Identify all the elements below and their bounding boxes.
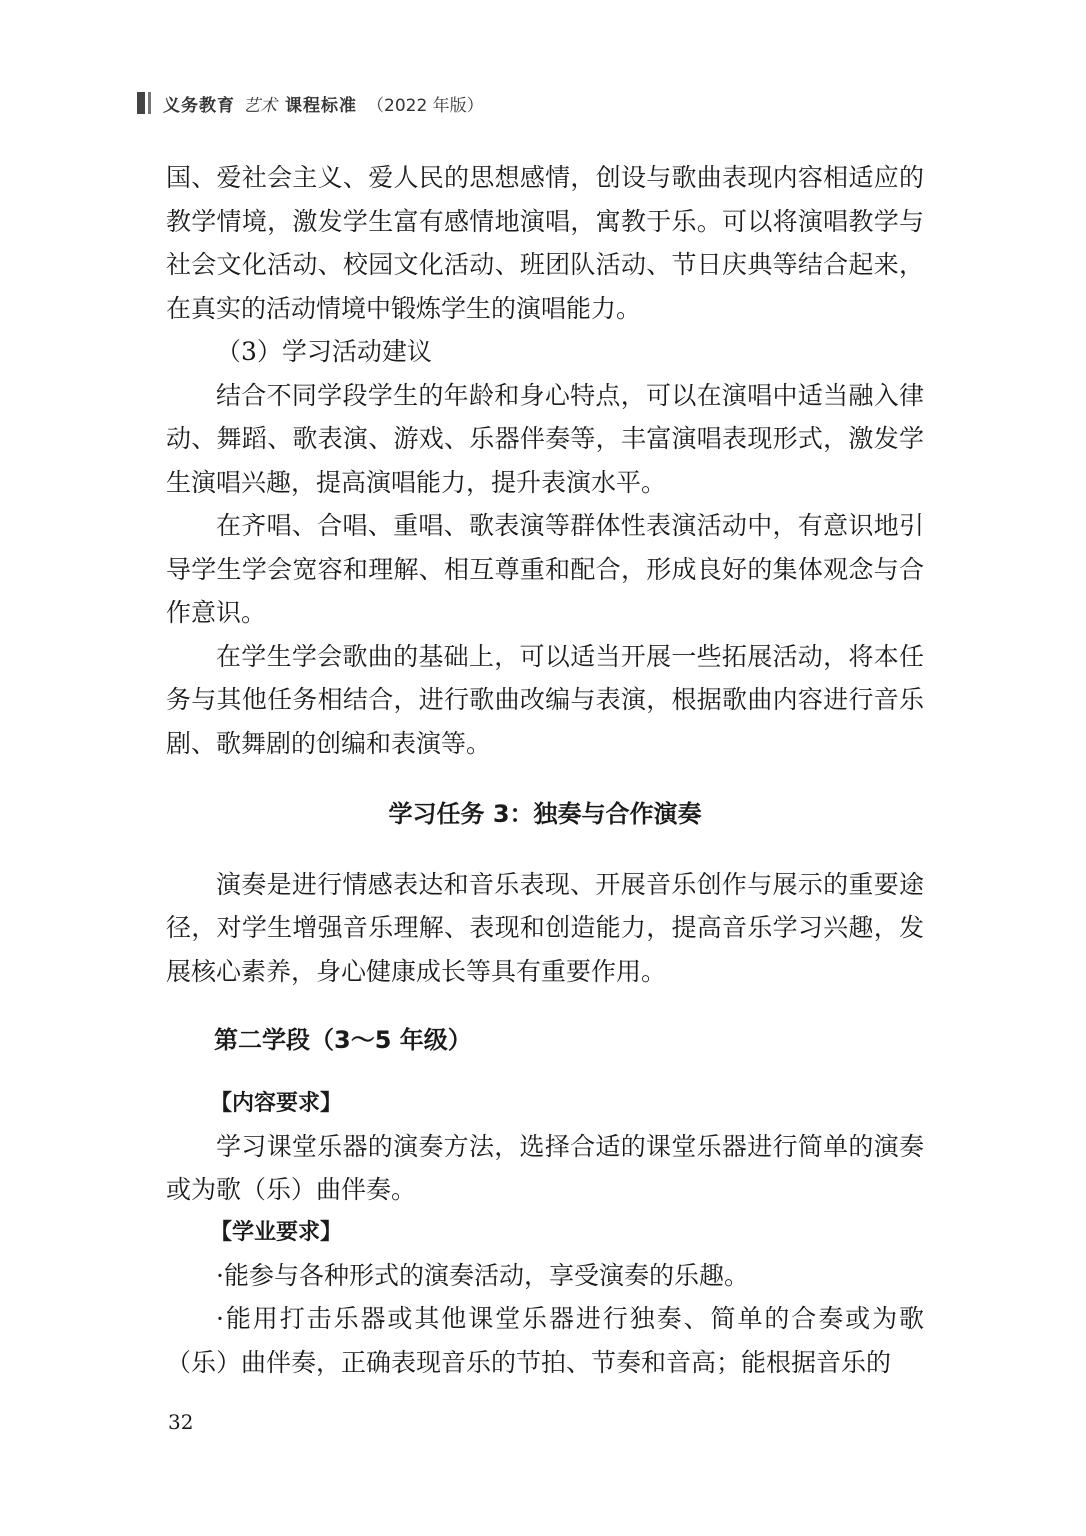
academic-requirements-label: 【学业要求】 (210, 1219, 343, 1245)
page-body (166, 156, 924, 1384)
paragraph: 在学生学会歌曲的基础上，可以适当开展一些拓展活动，将本任务与其他任务相结合，进行歌曲改编与表演，根据歌曲内容进行音乐剧、歌舞剧的创编和表演等。 (166, 641, 924, 758)
academic-requirement-item: ·能用打击乐器或其他课堂乐器进行独奏、简单的合奏或为歌（乐）曲伴奏，正确表现音乐的节拍、节奏和音高；能根据音乐的 (166, 1304, 924, 1377)
header-edition: （2022 年版） (367, 95, 484, 116)
page-number: 32 (168, 1410, 194, 1434)
section-title: 学习任务 3：独奏与合作演奏 (388, 800, 702, 828)
header-title-part2: 课程标准 (285, 95, 357, 116)
header-bars-icon (137, 92, 151, 114)
paragraph: 结合不同学段学生的年龄和身心特点，可以在演唱中适当融入律动、舞蹈、歌表演、游戏、乐器伴奏等，丰富演唱表现形式，激发学生演唱兴趣，提高演唱能力，提升表演水平。 (166, 380, 924, 497)
subsection-heading: （3）学习活动建议 (216, 337, 432, 366)
paragraph: 在齐唱、合唱、重唱、歌表演等群体性表演活动中，有意识地引导学生学会宽容和理解、相互尊重和配合，形成良好的集体观念与合作意识。 (166, 511, 924, 627)
academic-requirement-item: ·能参与各种形式的演奏活动，享受演奏的乐趣。 (216, 1260, 749, 1290)
stage-title: 第二学段（3～5 年级） (214, 1026, 472, 1054)
header-title-part1: 义务教育 (163, 95, 235, 116)
section-intro: 演奏是进行情感表达和音乐表现、开展音乐创作与展示的重要途径，对学生增强音乐理解、表现和创造能力，提高音乐学习兴趣，发展核心素养，身心健康成长等具有重要作用。 (166, 869, 924, 986)
running-header (137, 90, 484, 116)
content-requirements-label: 【内容要求】 (210, 1090, 343, 1116)
header-title-italic: 艺术 (243, 95, 277, 116)
content-requirements-text: 学习课堂乐器的演奏方法，选择合适的课堂乐器进行简单的演奏或为歌（乐）曲伴奏。 (166, 1131, 924, 1204)
paragraph-continued: 国、爱社会主义、爱人民的思想感情，创设与歌曲表现内容相适应的教学情境，激发学生富有感情地演唱，寓教于乐。可以将演唱教学与社会文化活动、校园文化活动、班团队活动、节日庆典等结合起来，在真实的活动情境中锻炼学生的演唱能力。 (166, 163, 924, 323)
